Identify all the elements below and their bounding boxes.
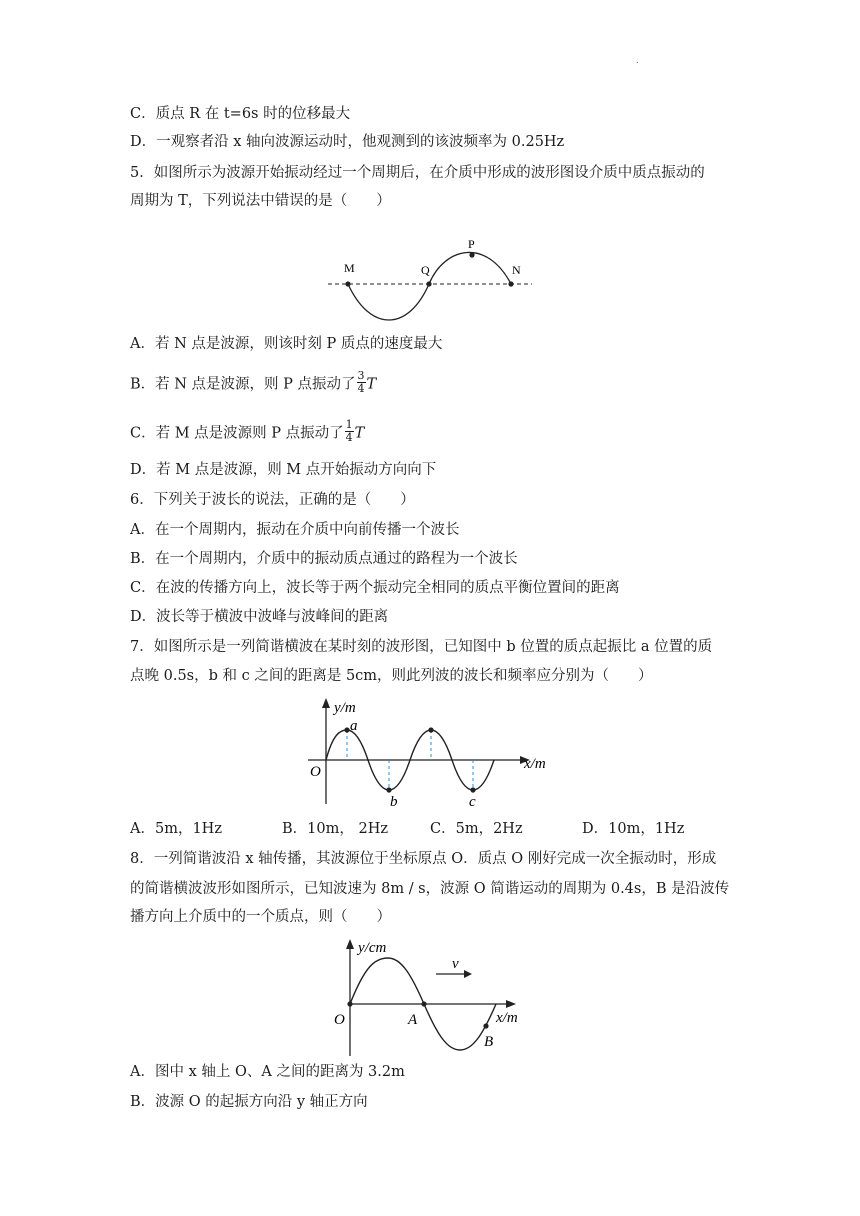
q7-option-a: A．5m，1Hz xyxy=(130,821,222,837)
q5-option-c xyxy=(130,418,365,446)
q7-x-label: x/m xyxy=(524,756,546,772)
q8-x-label: x/m xyxy=(496,1010,518,1026)
q5-option-b-text: B．若 N 点是波源，则 P 点振动了 xyxy=(130,376,356,393)
q4-option-c: C．质点 R 在 t=6s 时的位移最大 xyxy=(130,106,351,122)
q8-option-a: A．图中 x 轴上 O、A 之间的距离为 3.2m xyxy=(130,1064,405,1080)
q7-wave-figure xyxy=(300,694,570,810)
fraction-one-quarter: $\frac{1}{4}$ xyxy=(345,418,353,444)
q6-option-b: B．在一个周期内，介质中的振动质点通过的路程为一个波长 xyxy=(130,551,518,567)
q6-option-a: A．在一个周期内，振动在介质中向前传播一个波长 xyxy=(130,522,460,538)
q5-option-a: A．若 N 点是波源，则该时刻 P 质点的速度最大 xyxy=(130,336,443,352)
q4-option-d: D．一观察者沿 x 轴向波源运动时，他观测到的该波频率为 0.25Hz xyxy=(130,134,565,150)
q8-origin-label: O xyxy=(334,1012,345,1028)
q5-option-b xyxy=(130,369,377,397)
q8-point-o xyxy=(347,1001,352,1006)
q8-velocity-arrowhead xyxy=(464,970,472,978)
q5-label-m: M xyxy=(344,261,355,275)
q5-point-q xyxy=(426,281,431,286)
q7-origin-label: O xyxy=(310,764,321,780)
q8-x-arrow xyxy=(506,1000,516,1008)
q8-point-a xyxy=(421,1001,426,1006)
q8-label-a: A xyxy=(408,1012,418,1028)
q5-crest xyxy=(429,252,511,284)
corner-mark: . xyxy=(636,56,639,65)
q5-option-c-text: C．若 M 点是波源则 P 点振动了 xyxy=(130,425,344,442)
q7-stem-line1: 7．如图所示是一列简谐横波在某时刻的波形图，已知图中 b 位置的质点起振比 a 位置的质 xyxy=(130,639,713,655)
q8-wave-figure xyxy=(320,934,540,1058)
q7-label-a: a xyxy=(350,718,358,734)
q8-label-b: B xyxy=(484,1034,494,1050)
q6-option-c: C．在波的传播方向上，波长等于两个振动完全相同的质点平衡位置间的距离 xyxy=(130,580,620,596)
q6-stem: 6．下列关于波长的说法，正确的是（ ） xyxy=(130,492,415,508)
q8-stem-line2: 的简谐横波波形如图所示，已知波速为 8m / s，波源 O 简谐运动的周期为 0.4s，B 是沿波传 xyxy=(130,881,730,897)
q5-label-q: Q xyxy=(421,263,430,277)
q8-option-b: B．波源 O 的起振方向沿 y 轴正方向 xyxy=(130,1094,368,1110)
q5-option-b-period: T xyxy=(366,376,377,393)
q8-stem-line1: 8．一列简谐波沿 x 轴传播，其波源位于坐标原点 O．质点 O 刚好完成一次全振动时，形成 xyxy=(130,851,717,867)
q5-stem-line2: 周期为 T，下列说法中错误的是（ ） xyxy=(130,193,391,209)
q5-stem-line1: 5．如图所示为波源开始振动经过一个周期后，在介质中形成的波形图设介质中质点振动的 xyxy=(130,165,705,181)
q5-trough xyxy=(348,284,429,320)
q7-label-b: b xyxy=(390,794,398,810)
q8-point-b xyxy=(483,1023,488,1028)
q7-y-arrow xyxy=(322,698,330,708)
q7-option-b: B．10m， 2Hz xyxy=(282,821,388,837)
q7-option-c: C．5m，2Hz xyxy=(430,821,523,837)
q7-point-c xyxy=(470,787,475,792)
q7-option-d: D．10m，1Hz xyxy=(582,821,685,837)
q6-option-d: D．波长等于横波中波峰与波峰间的距离 xyxy=(130,609,389,625)
fraction-three-quarters: $\frac{3}{4}$ xyxy=(357,369,365,395)
q7-label-c: c xyxy=(469,794,476,810)
q5-point-n xyxy=(508,281,513,286)
q5-label-n: N xyxy=(512,263,521,277)
q5-point-p xyxy=(469,252,474,257)
q7-stem-line2: 点晚 0.5s，b 和 c 之间的距离是 5cm，则此列波的波长和频率应分别为（ ） xyxy=(130,668,653,684)
q8-y-arrow xyxy=(346,939,354,949)
q7-point-a xyxy=(344,727,349,732)
q8-stem-line3: 播方向上介质中的一个质点，则（ ） xyxy=(130,909,391,925)
q7-point-b xyxy=(386,787,391,792)
q5-wave-figure xyxy=(320,232,540,322)
q7-y-label: y/m xyxy=(334,700,356,716)
q5-option-c-period: T xyxy=(354,425,365,442)
q5-label-p: P xyxy=(468,237,475,251)
q8-y-label: y/cm xyxy=(358,940,387,956)
q5-point-m xyxy=(345,281,350,286)
q8-label-v: v xyxy=(452,956,459,972)
q7-point-peak xyxy=(428,727,433,732)
q5-option-d: D．若 M 点是波源，则 M 点开始振动方向向下 xyxy=(130,462,437,478)
